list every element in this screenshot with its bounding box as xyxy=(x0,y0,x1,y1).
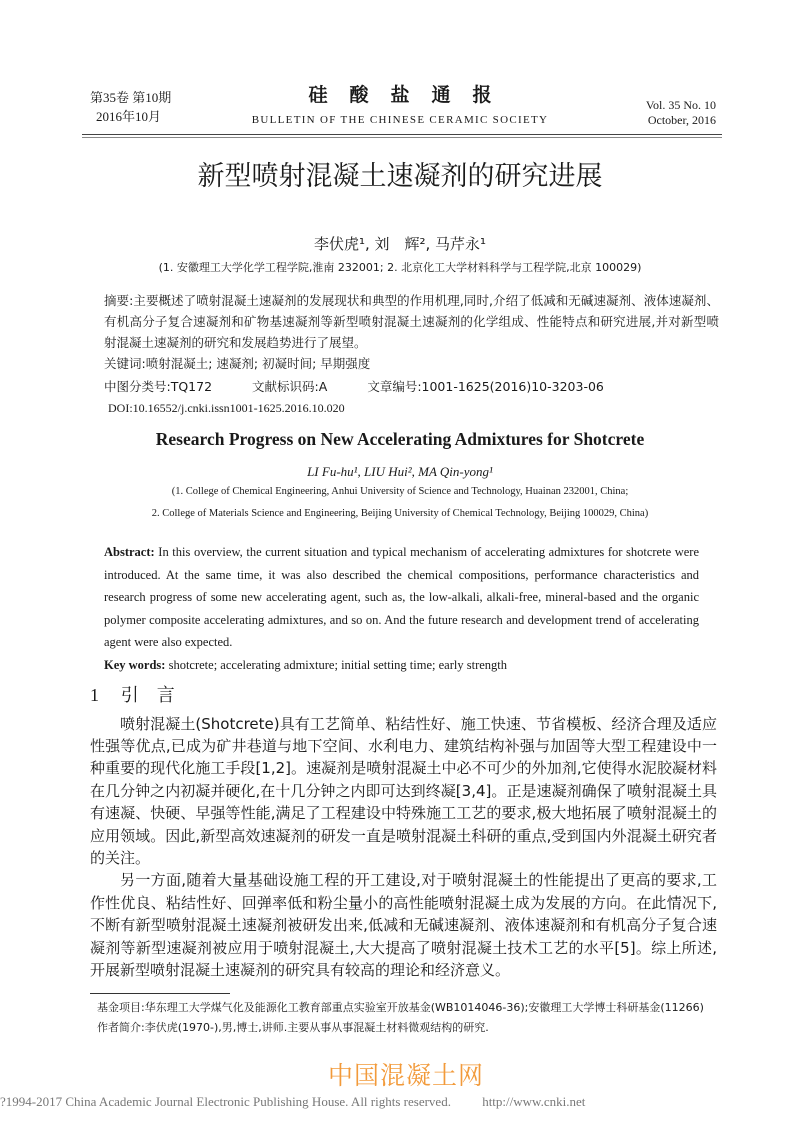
paragraph-1: 喷射混凝土(Shotcrete)具有工艺简单、粘结性好、施工快速、节省模板、经济合理及适应性强等优点,已成为矿井巷道与地下空间、水利电力、建筑结构补强与加固等大型工程建设中一种重要的现代化施工手段[1,2]。速凝剂是喷射混凝土中必不可少的外加剂,它使得水泥胶凝材料在几分钟之内初凝并硬化,在十几分钟之内即可达到终凝[3,4]。正是速凝剂确保了喷射混凝土具有速凝、快硬、早强等性能,满足了工程建设中特殊施工工艺的要求,极大地拓展了喷射混凝土的应用领域。因此,新型高效速凝剂的研发一直是喷射混凝土科研的重点,受到国内外混凝土研究者的关注。 xyxy=(90,714,717,867)
issue-volume: 第35卷 第10期 xyxy=(90,90,172,105)
footer-url[interactable]: http://www.cnki.net xyxy=(482,1094,586,1109)
issue-info xyxy=(90,88,171,126)
section-number: 1 xyxy=(90,684,99,705)
affiliations-cn: (1. 安徽理工大学化学工程学院,淮南 232001; 2. 北京化工大学材料科学与工程学院,北京 100029) xyxy=(158,261,642,274)
volume-info xyxy=(646,98,716,128)
keywords-en-label: Key words: xyxy=(104,657,166,672)
journal-masthead xyxy=(232,84,568,126)
authors-en: LI Fu-hu¹, LIU Hui², MA Qin-yong¹ xyxy=(307,464,493,479)
footnote-rule xyxy=(90,993,230,994)
abstract-cn: 摘要:主要概述了喷射混凝土速凝剂的发展现状和典型的作用机理,同时,介绍了低减和无碱速凝剂、液体速凝剂、有机高分子复合速凝剂和矿物基速凝剂等新型喷射混凝土速凝剂的化学组成、性能特点和研究进展,并对新型喷射混凝土速凝剂的研究和发展趋势进行了展望。 xyxy=(104,293,719,350)
journal-name-cn: 硅酸盐通报 xyxy=(308,85,514,106)
section-heading xyxy=(90,682,800,709)
volume-number: Vol. 35 No. 10 xyxy=(645,98,716,112)
keywords-en xyxy=(104,654,699,676)
classification-row xyxy=(104,376,719,397)
doi: DOI:10.16552/j.cnki.issn1001-1625.2016.10.020 xyxy=(108,401,345,415)
paragraph-2: 另一方面,随着大量基础设施工程的开工建设,对于喷射混凝土的性能提出了更高的要求,工作性优良、粘结性好、回弹率低和粉尘量小的高性能喷射混凝土成为发展的方向。在此情况下,不断有新型喷射混凝土速凝剂被研发出来,低减和无碱速凝剂、液体速凝剂和有机高分子复合速凝剂等新型速凝剂被应用于喷射混凝土,大大提高了喷射混凝土技术工艺的水平[5]。综上所述,开展新型喷射混凝土速凝剂的研究具有较高的理论和经济意义。 xyxy=(90,871,717,979)
keywords-en-text: shotcrete; accelerating admixture; initial setting time; early strength xyxy=(168,657,507,672)
authors-cn: 李伏虎¹, 刘 辉², 马芹永¹ xyxy=(313,235,487,253)
footnote-funding: 基金项目:华东理工大学煤气化及能源化工教育部重点实验室开放基金(WB1014046-36);安徽理工大学博士科研基金(11266) xyxy=(97,1001,704,1015)
copyright-line xyxy=(0,1093,800,1111)
abstract-en-label: Abstract: xyxy=(104,545,155,559)
page-footer xyxy=(0,1041,800,1111)
abstract-en xyxy=(104,541,699,654)
clc-number: 中图分类号:TQ172 xyxy=(104,379,213,394)
section-title: 引 言 xyxy=(120,684,175,706)
footnote-author: 作者简介:李伏虎(1970-),男,博士,讲师.主要从事从事混凝土材料微观结构的研究. xyxy=(97,1021,489,1035)
keywords-cn: 关键词:喷射混凝土; 速凝剂; 初凝时间; 早期强度 xyxy=(104,356,371,371)
header-rule xyxy=(82,134,722,138)
article-number: 文章编号:1001-1625(2016)10-3203-06 xyxy=(367,379,604,394)
volume-date: October, 2016 xyxy=(647,113,716,127)
abstract-en-text: In this overview, the current situation and typical mechanism of accelerating admixtures for shotcrete were introduced. At the same time, it was also described the chemical compositions, performance characteristics and research progress of some new accelerating agent, such as, the low-alkali, alkali-free, mineral-based and the organic polymer composite accelerating admixtures, and so on. And the future research and development trend of accelerating agent were also expected. xyxy=(104,545,700,649)
title-cn: 新型喷射混凝土速凝剂的研究进展 xyxy=(197,161,603,192)
title-en: Research Progress on New Accelerating Admixtures for Shotcrete xyxy=(155,429,645,449)
document-code: 文献标识码:A xyxy=(252,379,328,394)
affiliation-en-1: (1. College of Chemical Engineering, Anhui University of Science and Technology, Huainan 232001, China; xyxy=(171,486,629,497)
copyright: ?1994-2017 China Academic Journal Electronic Publishing House. All rights reserved. xyxy=(0,1094,451,1109)
watermark-logo: 中国混凝土网 xyxy=(328,1061,485,1090)
issue-date: 2016年10月 xyxy=(96,109,162,124)
affiliation-en-2: 2. College of Materials Science and Engineering, Beijing University of Chemical Technology, Beijing 100029, China) xyxy=(151,508,649,519)
journal-name-en: BULLETIN OF THE CHINESE CERAMIC SOCIETY xyxy=(251,114,549,126)
abstract-block-cn xyxy=(104,290,719,397)
masthead xyxy=(82,84,718,134)
